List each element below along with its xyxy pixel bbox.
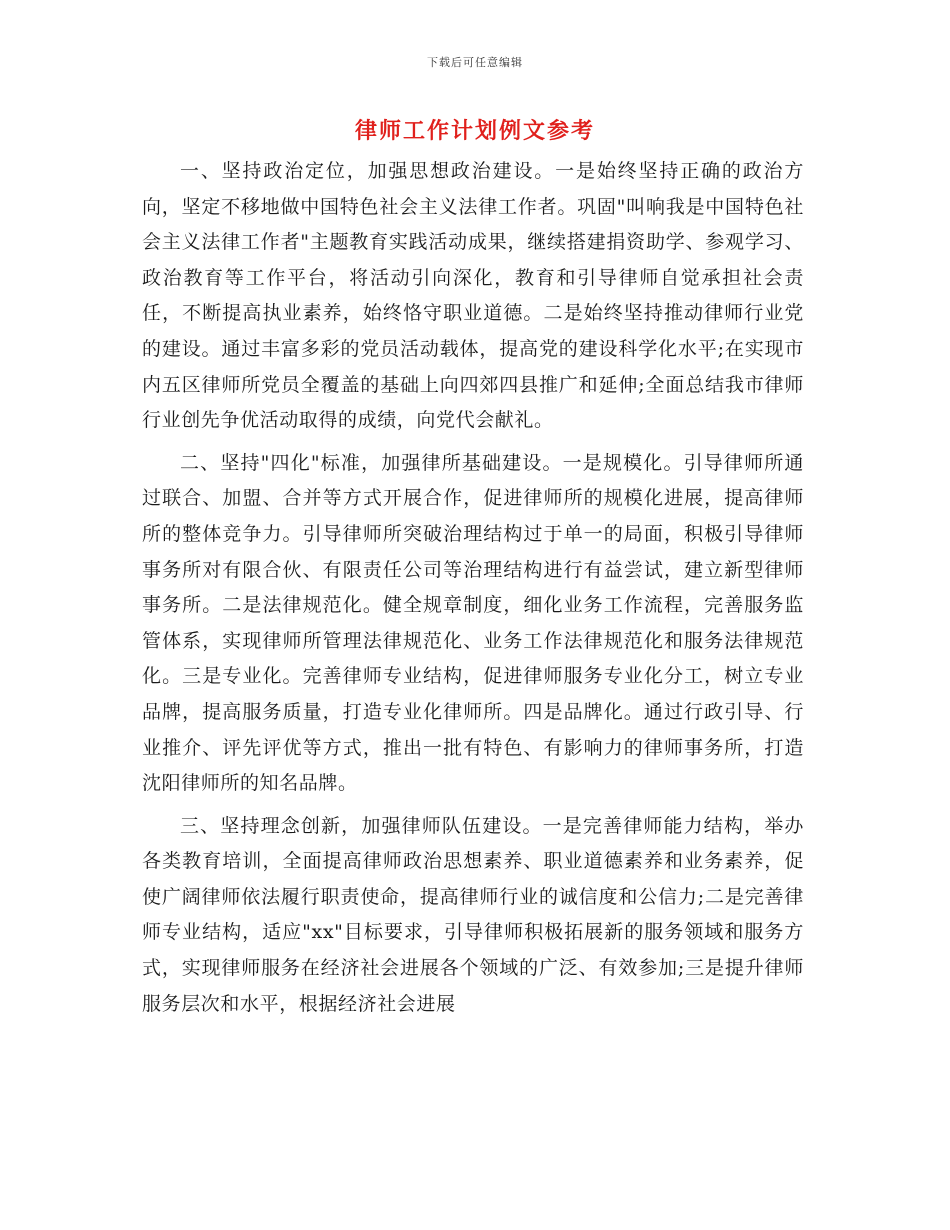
document-title: 律师工作计划例文参考 — [354, 118, 595, 144]
paragraph-3: 三、坚持理念创新，加强律师队伍建设。一是完善律师能力结构，举办各类教育培训，全面提高律师政治思想素养、职业道德素养和业务素养，促使广阔律师依法履行职责使命，提高律师行业的诚信度和公信力;二是完善律师专业结构，适应"xx"目标要求，引导律师积极拓展新的服务领域和服务方式，实现律师服务在经济社会进展各个领域的广泛、有效参加;三是提升律师服务层次和水平，根据经济社会进展 — [142, 814, 804, 1015]
document-body — [142, 154, 804, 1029]
paragraph-1: 一、坚持政治定位，加强思想政治建设。一是始终坚持正确的政治方向，坚定不移地做中国特色社会主义法律工作者。巩固"叫响我是中国特色社会主义法律工作者"主题教育实践活动成果，继续搭建捐资助学、参观学习、政治教育等工作平台，将活动引向深化，教育和引导律师自觉承担社会责任，不断提高执业素养，始终恪守职业道德。二是始终坚持推动律师行业党的建设。通过丰富多彩的党员活动载体，提高党的建设科学化水平;在实现市内五区律师所党员全覆盖的基础上向四郊四县推广和延伸;全面总结我市律师行业创先争优活动取得的成绩，向党代会献礼。 — [142, 160, 804, 432]
paragraph-2: 二、坚持"四化"标准，加强律所基础建设。一是规模化。引导律师所通过联合、加盟、合并等方式开展合作，促进律师所的规模化进展，提高律师所的整体竞争力。引导律师所突破治理结构过于单一的局面，积极引导律师事务所对有限合伙、有限责任公司等治理结构进行有益尝试，建立新型律师事务所。二是法律规范化。健全规章制度，细化业务工作流程，完善服务监管体系，实现律师所管理法律规范化、业务工作法律规范化和服务法律规范化。三是专业化。完善律师专业结构，促进律师服务专业化分工，树立专业品牌，提高服务质量，打造专业化律师所。四是品牌化。通过行政引导、行业推介、评先评优等方式，推出一批有特色、有影响力的律师事务所，打造沈阳律师所的知名品牌。 — [142, 451, 804, 795]
header-note: 下载后可任意编辑 — [427, 56, 523, 69]
